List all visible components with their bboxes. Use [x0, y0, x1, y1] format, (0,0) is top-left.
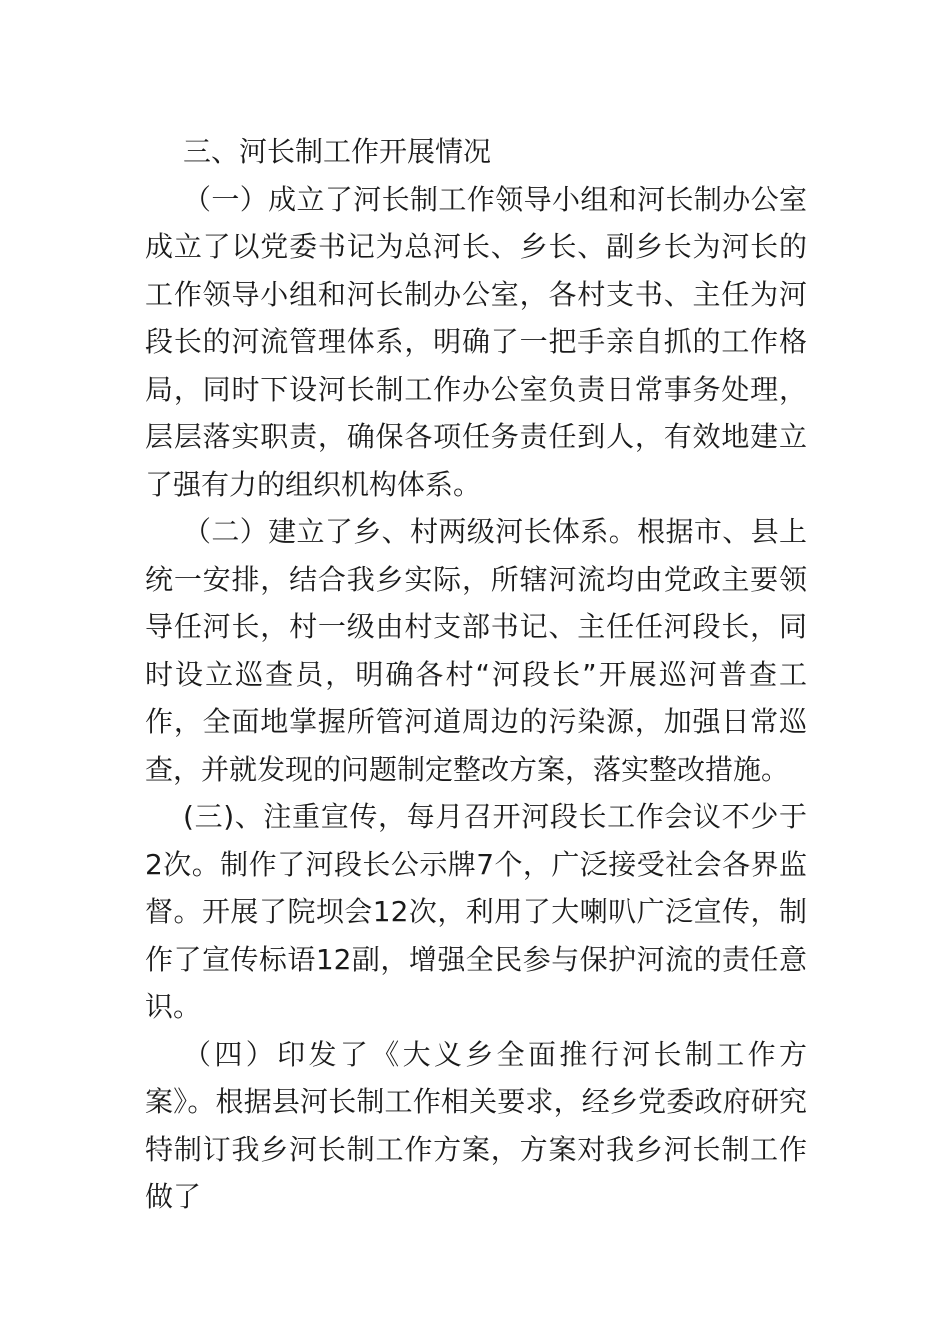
- paragraph-4: （四）印发了《大义乡全面推行河长制工作方案》。根据县河长制工作相关要求，经乡党委政府研究特制订我乡河长制工作方案，方案对我乡河长制工作做了: [145, 1037, 807, 1213]
- document-body: [145, 128, 807, 1221]
- paragraph-2: （二）建立了乡、村两级河长体系。根据市、县上统一安排，结合我乡实际，所辖河流均由党政主要领导任河长，村一级由村支部书记、主任任河段长，同时设立巡查员，明确各村“河段长”开展巡河普查工作，全面地掌握所管河道周边的污染源，加强日常巡查，并就发现的问题制定整改方案，落实整改措施。: [145, 515, 807, 786]
- section-heading: 三、河长制工作开展情况: [183, 135, 492, 168]
- paragraph-3: (三)、注重宣传，每月召开河段长工作会议不少于2次。制作了河段长公示牌7个，广泛接受社会各界监督。开展了院坝会12次，利用了大喇叭广泛宣传，制作了宣传标语12副，增强全民参与保护河流的责任意识。: [145, 800, 807, 1023]
- paragraph-1: （一）成立了河长制工作领导小组和河长制办公室成立了以党委书记为总河长、乡长、副乡长为河长的工作领导小组和河长制办公室，各村支书、主任为河段长的河流管理体系，明确了一把手亲自抓的工作格局，同时下设河长制工作办公室负责日常事务处理，层层落实职责，确保各项任务责任到人，有效地建立了强有力的组织机构体系。: [145, 182, 807, 501]
